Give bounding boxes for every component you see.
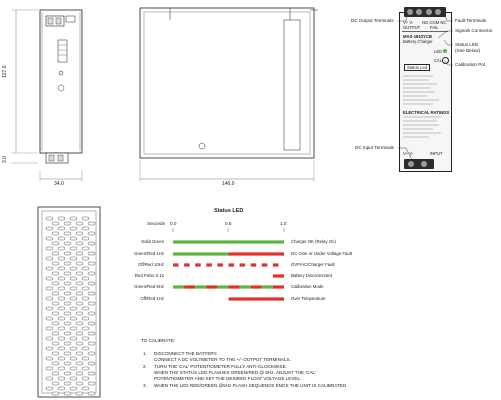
vent-slot <box>64 342 71 345</box>
vent-slot <box>52 262 59 265</box>
vent-slot <box>64 372 71 375</box>
led-off-red-10hz-pulse <box>262 263 268 266</box>
vent-slot <box>52 302 59 305</box>
vent-slot <box>46 317 53 320</box>
led-off-red-10hz-pulse <box>206 263 212 266</box>
panel-header-top: NO COM NC <box>422 20 447 25</box>
legend-tick-1: 0.5 <box>225 221 232 226</box>
vent-slot <box>82 317 89 320</box>
vent-slot <box>64 312 71 315</box>
vent-slot <box>70 307 77 310</box>
legend-row-label-2: Off/Red 10Hz <box>138 262 164 267</box>
vent-slot <box>82 237 89 240</box>
vent-slot <box>82 217 89 220</box>
dim-length-side-label: 146.0 <box>222 181 235 187</box>
step-2-line2: WHEN THE STATUS LED FLASHES GREEN/RED @ 5Hz, ADJUST THE 'CAL' <box>154 370 316 375</box>
vent-slot <box>70 227 77 230</box>
led-green-red-1hz-green <box>173 252 229 255</box>
vent-slot <box>58 327 65 330</box>
front-view-drawing <box>0 0 130 195</box>
vent-slot <box>46 347 53 350</box>
vent-slot <box>88 262 95 265</box>
vent-slot <box>64 322 71 325</box>
step-2-num: 2. <box>143 364 147 369</box>
legend-tick-0: 0.0 <box>170 221 177 226</box>
vent-slot <box>76 312 83 315</box>
vent-slot <box>70 357 77 360</box>
vent-slot <box>64 272 71 275</box>
step-1-num: 1. <box>143 351 147 356</box>
vent-slot <box>82 257 89 260</box>
vent-slot <box>64 232 71 235</box>
legend-row-desc-2: OVP/AC/Charger Fault <box>291 262 335 267</box>
step-1-line1: DISCONNECT THE BATTERY. <box>154 351 218 356</box>
led-green-red-5hz-red <box>273 285 284 288</box>
vent-slot <box>76 382 83 385</box>
led-off-red-1hz-red <box>229 297 285 300</box>
vent-slot <box>46 387 53 390</box>
vent-slot <box>88 372 95 375</box>
vent-slot <box>82 267 89 270</box>
legend-row-label-4: Green/Red 5Hz <box>134 284 164 289</box>
vent-slot <box>82 247 89 250</box>
vent-slot <box>82 277 89 280</box>
vent-slot <box>82 367 89 370</box>
vent-slot <box>88 302 95 305</box>
vent-slot <box>88 222 95 225</box>
vent-slot <box>76 352 83 355</box>
vent-slot <box>82 387 89 390</box>
vent-slot <box>70 237 77 240</box>
legend-row-desc-4: Calibration Mode <box>291 284 324 289</box>
vent-slot <box>82 377 89 380</box>
led-off-red-10hz-pulse <box>217 263 223 266</box>
vent-slot <box>58 367 65 370</box>
callout-fault: Fault Terminals <box>455 18 487 23</box>
panel-status-box: Status Led <box>404 64 430 71</box>
vent-slot <box>52 322 59 325</box>
legend-row-desc-0: Charger OK (Relay On) <box>291 239 336 244</box>
vent-slot <box>58 257 65 260</box>
vent-slot <box>82 347 89 350</box>
vent-slot <box>58 267 65 270</box>
led-red-pulse-bar <box>273 274 284 277</box>
vent-slot <box>76 362 83 365</box>
vent-slot <box>58 307 65 310</box>
vent-slot <box>88 342 95 345</box>
callout-status-led: Status LED <box>455 42 479 47</box>
dim-width-front-label: 34.0 <box>54 181 64 187</box>
vent-slot <box>64 382 71 385</box>
vent-slot <box>46 287 53 290</box>
panel-footer-in: INPUT <box>430 151 443 156</box>
step-3-line1: WHEN THE LED RED/GREEN @5Hz FLASH SEQUENCE ENDS THE UNIT IS CALIBRATED. <box>154 383 348 388</box>
vent-slot <box>70 297 77 300</box>
vent-slot <box>52 332 59 335</box>
instructions-heading: TO CALIBRATE: <box>141 338 176 343</box>
vent-slot <box>52 392 59 395</box>
vent-slot <box>76 372 83 375</box>
vent-slot <box>88 362 95 365</box>
vent-slot <box>52 222 59 225</box>
vent-slot <box>82 357 89 360</box>
legend-row-desc-3: Battery Disconnected <box>291 273 332 278</box>
vent-slot <box>52 292 59 295</box>
panel-header-left: V+ V- <box>403 20 414 25</box>
led-green-red-5hz-red <box>229 285 240 288</box>
vent-slot <box>46 337 53 340</box>
vent-slot <box>76 232 83 235</box>
vent-slot <box>46 237 53 240</box>
vent-slot <box>46 217 53 220</box>
led-green-red-5hz-green <box>173 285 184 288</box>
legend-seconds-label: Seconds <box>147 221 165 226</box>
vent-slot <box>58 347 65 350</box>
vent-slot <box>88 242 95 245</box>
vent-slot <box>70 267 77 270</box>
step-3-num: 3. <box>143 383 147 388</box>
vent-slot <box>88 392 95 395</box>
callout-leaders <box>340 0 501 180</box>
vent-slot <box>52 242 59 245</box>
vent-slot <box>82 307 89 310</box>
callout-dc-input: DC Input Terminals <box>355 145 394 150</box>
panel-footer-pol: V+ V- <box>403 151 414 156</box>
led-off-red-10hz-pulse <box>273 263 279 266</box>
callout-signals: Signals Connector <box>455 28 493 33</box>
step-2-line1: TURN THE 'CAL' POTENTIOMETER FULLY ANTI-CLOCKWISE. <box>154 364 287 369</box>
vent-slot <box>64 302 71 305</box>
vent-slot <box>76 282 83 285</box>
vent-slot <box>52 362 59 365</box>
vent-slot <box>46 267 53 270</box>
legend-title: Status LED <box>214 208 244 214</box>
led-green-red-5hz-red <box>184 285 195 288</box>
led-green-red-5hz-green <box>262 285 273 288</box>
vent-slot <box>64 242 71 245</box>
vent-slot <box>70 367 77 370</box>
vent-slot <box>70 217 77 220</box>
vent-slot <box>52 382 59 385</box>
panel-model: MAS-1810YCB <box>403 34 432 39</box>
vent-slot <box>64 282 71 285</box>
vent-slot <box>70 377 77 380</box>
led-solid-green-bar <box>173 240 284 243</box>
vent-slot <box>88 232 95 235</box>
side-view-drawing <box>130 0 330 195</box>
vent-slot <box>88 322 95 325</box>
vent-slot <box>70 347 77 350</box>
vent-slot <box>46 377 53 380</box>
vent-slot <box>64 332 71 335</box>
callout-status-led-sub: (See Below) <box>455 48 481 53</box>
led-green-red-5hz-green <box>240 285 251 288</box>
vent-slot <box>52 372 59 375</box>
step-1-line2: CONNECT A DC VOLTMETER TO THE +/- OUTPUT TERMINALS. <box>154 357 291 362</box>
vent-slot <box>88 352 95 355</box>
vent-slot <box>46 297 53 300</box>
panel-header-sub: OUTPUT <box>403 25 421 30</box>
led-green-red-1hz-red <box>229 252 285 255</box>
vent-slot <box>82 337 89 340</box>
vent-slot <box>70 387 77 390</box>
vent-slot <box>88 282 95 285</box>
vent-slot <box>58 237 65 240</box>
vent-slot <box>64 222 71 225</box>
vent-slot <box>82 227 89 230</box>
vent-slot <box>76 322 83 325</box>
vent-slot <box>64 352 71 355</box>
vent-slot <box>58 227 65 230</box>
vent-slot <box>52 232 59 235</box>
panel-cal-label: CAL <box>434 58 443 63</box>
legend-row-label-0: Solid Green <box>141 239 164 244</box>
panel-model-sub: Battery Charger <box>403 39 433 44</box>
vent-slot <box>52 342 59 345</box>
vent-slot <box>64 252 71 255</box>
legend-row-desc-1: DC Over or Under Voltage Fault <box>291 251 352 256</box>
dim-height-label: 127.0 <box>2 65 8 78</box>
panel-led-label: LED <box>434 49 443 54</box>
vent-slot <box>58 277 65 280</box>
vent-slot <box>88 382 95 385</box>
vent-slot <box>64 362 71 365</box>
vent-slot <box>46 357 53 360</box>
vent-slot <box>46 327 53 330</box>
vent-slot <box>82 327 89 330</box>
vent-slot <box>76 222 83 225</box>
callout-cal-pot: Calibration Pot <box>455 62 486 67</box>
legend-row-label-3: Red Pulse 0.1s <box>134 273 164 278</box>
led-off-red-10hz-pulse <box>240 263 246 266</box>
vent-slot <box>70 247 77 250</box>
vent-slot <box>88 312 95 315</box>
vent-slot <box>52 312 59 315</box>
vent-slot <box>58 247 65 250</box>
vent-slot <box>88 292 95 295</box>
legend-row-desc-5: Over Temperature <box>291 296 326 301</box>
vent-slot <box>52 272 59 275</box>
led-green-red-5hz-red <box>206 285 217 288</box>
vent-slot <box>58 357 65 360</box>
vent-slot <box>70 287 77 290</box>
led-green-red-5hz-green <box>217 285 228 288</box>
panel-spec-heading: ELECTRICAL RATINGS <box>403 110 450 115</box>
vent-slot <box>70 337 77 340</box>
vent-slot <box>64 262 71 265</box>
vent-slot <box>46 277 53 280</box>
vent-slot <box>88 332 95 335</box>
panel-header-fail: FAIL <box>430 25 439 30</box>
vent-slot <box>76 332 83 335</box>
vent-slot <box>76 272 83 275</box>
vent-slot <box>64 392 71 395</box>
vent-slot <box>76 262 83 265</box>
vent-slot <box>46 227 53 230</box>
vent-slot <box>70 317 77 320</box>
led-off-red-10hz-pulse <box>173 263 179 266</box>
vent-slot <box>58 337 65 340</box>
vent-slot <box>46 367 53 370</box>
vent-slot <box>46 307 53 310</box>
led-off-red-10hz-pulse <box>229 263 235 266</box>
step-2-line3: POTENTIOMETER AND SET THE DESIRED FLOAT VOLTAGE LEVEL. <box>154 376 302 381</box>
led-green-red-5hz-green <box>195 285 206 288</box>
vent-slot <box>52 282 59 285</box>
vent-slot <box>76 242 83 245</box>
vent-slot <box>52 252 59 255</box>
led-off-red-10hz-pulse <box>251 263 257 266</box>
vent-slot <box>58 217 65 220</box>
vent-slot <box>52 352 59 355</box>
vent-slot <box>76 252 83 255</box>
vent-slot <box>76 342 83 345</box>
vent-slot <box>46 247 53 250</box>
vent-slot <box>82 287 89 290</box>
vent-slot <box>58 377 65 380</box>
vent-slot <box>58 287 65 290</box>
legend-row-label-5: Off/Red 1Hz <box>140 296 164 301</box>
vent-slot <box>58 387 65 390</box>
led-off-red-10hz-pulse <box>195 263 201 266</box>
vent-slot <box>70 327 77 330</box>
legend-timeline <box>170 228 290 308</box>
led-green-red-5hz-red <box>251 285 262 288</box>
dim-base-label: 3.0 <box>2 156 8 163</box>
vent-slot <box>64 292 71 295</box>
vent-slot <box>70 277 77 280</box>
vent-slot <box>76 292 83 295</box>
vent-slot <box>58 297 65 300</box>
vent-slot <box>76 392 83 395</box>
vent-slot <box>88 252 95 255</box>
vent-slot <box>76 302 83 305</box>
vent-slot <box>88 272 95 275</box>
vent-slot <box>46 257 53 260</box>
led-off-red-10hz-pulse <box>184 263 190 266</box>
legend-tick-2: 1.0 <box>280 221 287 226</box>
callout-dc-output: DC Output Terminals <box>351 18 394 23</box>
rear-grille-drawing <box>30 205 110 400</box>
vent-slot <box>82 297 89 300</box>
legend-row-label-1: Green/Red 1Hz <box>134 251 164 256</box>
vent-slot <box>70 257 77 260</box>
vent-slot <box>58 317 65 320</box>
